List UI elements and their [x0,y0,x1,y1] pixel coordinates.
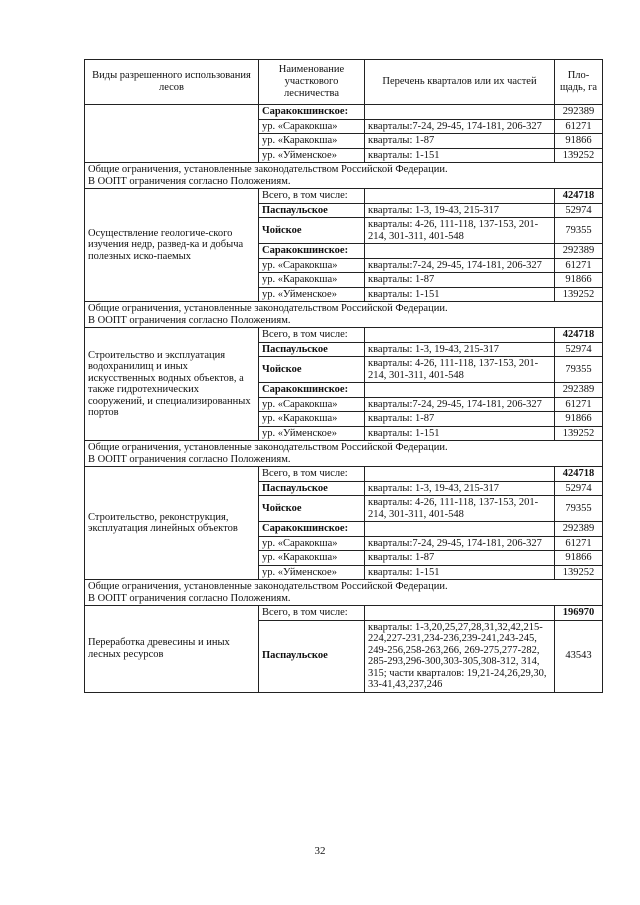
total-quarters-empty [365,189,555,204]
forestry-name: Паспаульское [259,620,365,692]
quarters-list: кварталы:7-24, 29-45, 174-181, 206-327 [365,536,555,551]
quarters-list: кварталы: 1-3, 19-43, 215-317 [365,203,555,218]
area-value: 52974 [555,203,603,218]
use-type-cell: Осуществление геологиче-ского изучения недр, развед-ка и добыча полезных иско-паемых [85,189,259,302]
tract-name: ур. «Саракокша» [259,397,365,412]
total-label: Всего, в том числе: [259,606,365,621]
forestry-name: Чойское [259,496,365,522]
area-value: 292389 [555,105,603,120]
tract-name: ур. «Саракокша» [259,536,365,551]
total-area: 424718 [555,467,603,482]
area-value: 139252 [555,148,603,163]
total-area: 196970 [555,606,603,621]
total-quarters-empty [365,467,555,482]
tract-name: ур. «Уйменское» [259,287,365,302]
restriction-note [85,302,603,328]
use-type-cell: Переработка древесины и иных лесных ресурсов [85,606,259,693]
tract-name: ур. «Уйменское» [259,426,365,441]
restriction-note-row [85,163,603,189]
restriction-note-row [85,580,603,606]
total-label: Всего, в том числе: [259,189,365,204]
restriction-note-general: Общие ограничения, установленные законодательством Российской Федерации. [88,164,448,175]
area-value: 61271 [555,397,603,412]
area-value: 61271 [555,536,603,551]
quarters-list [365,522,555,537]
quarters-list: кварталы: 4-26, 111-118, 137-153, 201-214, 301-311, 401-548 [365,357,555,383]
tract-name: ур. «Каракокша» [259,551,365,566]
total-label: Всего, в том числе: [259,467,365,482]
quarters-list: кварталы:7-24, 29-45, 174-181, 206-327 [365,397,555,412]
forestry-name: Чойское [259,357,365,383]
total-area: 424718 [555,328,603,343]
header-area: Пло-щадь, га [555,60,603,105]
quarters-list: кварталы: 1-151 [365,287,555,302]
area-value: 139252 [555,426,603,441]
quarters-list: кварталы: 4-26, 111-118, 137-153, 201-214, 301-311, 401-548 [365,496,555,522]
use-type-cell: Строительство и эксплуатация водохранилищ и иных искусственных водных объектов, а также гидротехнических сооружений, и специализированных портов [85,328,259,441]
forestry-name: Саракокшинское: [259,105,365,120]
area-value: 292389 [555,244,603,259]
quarters-list: кварталы: 4-26, 111-118, 137-153, 201-214, 301-311, 401-548 [365,218,555,244]
restriction-note [85,580,603,606]
quarters-list [365,383,555,398]
area-value: 91866 [555,273,603,288]
restriction-note [85,441,603,467]
area-value: 91866 [555,551,603,566]
area-value: 139252 [555,287,603,302]
total-label: Всего, в том числе: [259,328,365,343]
area-value: 79355 [555,357,603,383]
header-quarters-list: Перечень кварталов или их частей [365,60,555,105]
restriction-note-oopt: В ООПТ ограничения согласно Положениям. [88,175,291,187]
tract-name: ур. «Саракокша» [259,258,365,273]
area-value: 52974 [555,342,603,357]
document-page [84,59,602,693]
tract-name: ур. «Уйменское» [259,148,365,163]
area-value: 91866 [555,134,603,149]
quarters-list: кварталы: 1-3, 19-43, 215-317 [365,342,555,357]
restriction-note-oopt: В ООПТ ограничения согласно Положениям. [88,314,291,326]
forestry-name: Паспаульское [259,203,365,218]
quarters-list: кварталы: 1-151 [365,426,555,441]
quarters-list: кварталы: 1-87 [365,412,555,427]
use-type-cell [85,105,259,163]
use-type-cell: Строительство, реконструкция, эксплуатация линейных объектов [85,467,259,580]
restriction-note [85,163,603,189]
total-row [85,467,603,482]
quarters-list: кварталы: 1-151 [365,565,555,580]
restriction-note-general: Общие ограничения, установленные законодательством Российской Федерации. [88,442,448,453]
area-value: 52974 [555,481,603,496]
quarters-list: кварталы: 1-3, 19-43, 215-317 [365,481,555,496]
area-value: 79355 [555,496,603,522]
total-quarters-empty [365,328,555,343]
total-quarters-empty [365,606,555,621]
tract-name: ур. «Каракокша» [259,134,365,149]
restriction-note-general: Общие ограничения, установленные законодательством Российской Федерации. [88,303,448,314]
tract-name: ур. «Саракокша» [259,119,365,134]
forestry-name: Паспаульское [259,342,365,357]
restriction-note-row [85,302,603,328]
area-value: 292389 [555,522,603,537]
restriction-note-oopt: В ООПТ ограничения согласно Положениям. [88,592,291,604]
quarters-list: кварталы: 1-3,20,25,27,28,31,32,42,215-224,227-231,234-236,239-241,243-245, 249-256,258-263,266, 269-275,277-282, 285-293,296-300,303-305,308-312, 314, 315; части кварталов: 19,21-24,26,29,30, 33-41,43,237,246 [365,620,555,692]
quarters-list: кварталы: 1-87 [365,551,555,566]
quarters-list [365,105,555,120]
header-forestry-name: Наименование участкового лесничества [259,60,365,105]
area-value: 43543 [555,620,603,692]
header-use-types: Виды разрешенного использования лесов [85,60,259,105]
tract-name: ур. «Уйменское» [259,565,365,580]
quarters-list [365,244,555,259]
forestry-name: Саракокшинское: [259,383,365,398]
forestry-name: Саракокшинское: [259,522,365,537]
total-row [85,606,603,621]
restriction-note-oopt: В ООПТ ограничения согласно Положениям. [88,453,291,465]
quarters-list: кварталы:7-24, 29-45, 174-181, 206-327 [365,119,555,134]
forestry-name: Паспаульское [259,481,365,496]
area-value: 61271 [555,119,603,134]
quarters-list: кварталы: 1-87 [365,134,555,149]
forestry-name: Саракокшинское: [259,244,365,259]
total-row [85,328,603,343]
restriction-note-row [85,441,603,467]
area-value: 61271 [555,258,603,273]
quarters-list: кварталы: 1-87 [365,273,555,288]
area-value: 91866 [555,412,603,427]
quarters-list: кварталы:7-24, 29-45, 174-181, 206-327 [365,258,555,273]
table-row [85,105,603,120]
total-row [85,189,603,204]
quarters-list: кварталы: 1-151 [365,148,555,163]
total-area: 424718 [555,189,603,204]
forest-use-table [84,59,603,693]
area-value: 292389 [555,383,603,398]
tract-name: ур. «Каракокша» [259,273,365,288]
forestry-name: Чойское [259,218,365,244]
tract-name: ур. «Каракокша» [259,412,365,427]
restriction-note-general: Общие ограничения, установленные законодательством Российской Федерации. [88,581,448,592]
area-value: 139252 [555,565,603,580]
table-header-row [85,60,603,105]
page-number: 32 [314,845,326,857]
area-value: 79355 [555,218,603,244]
